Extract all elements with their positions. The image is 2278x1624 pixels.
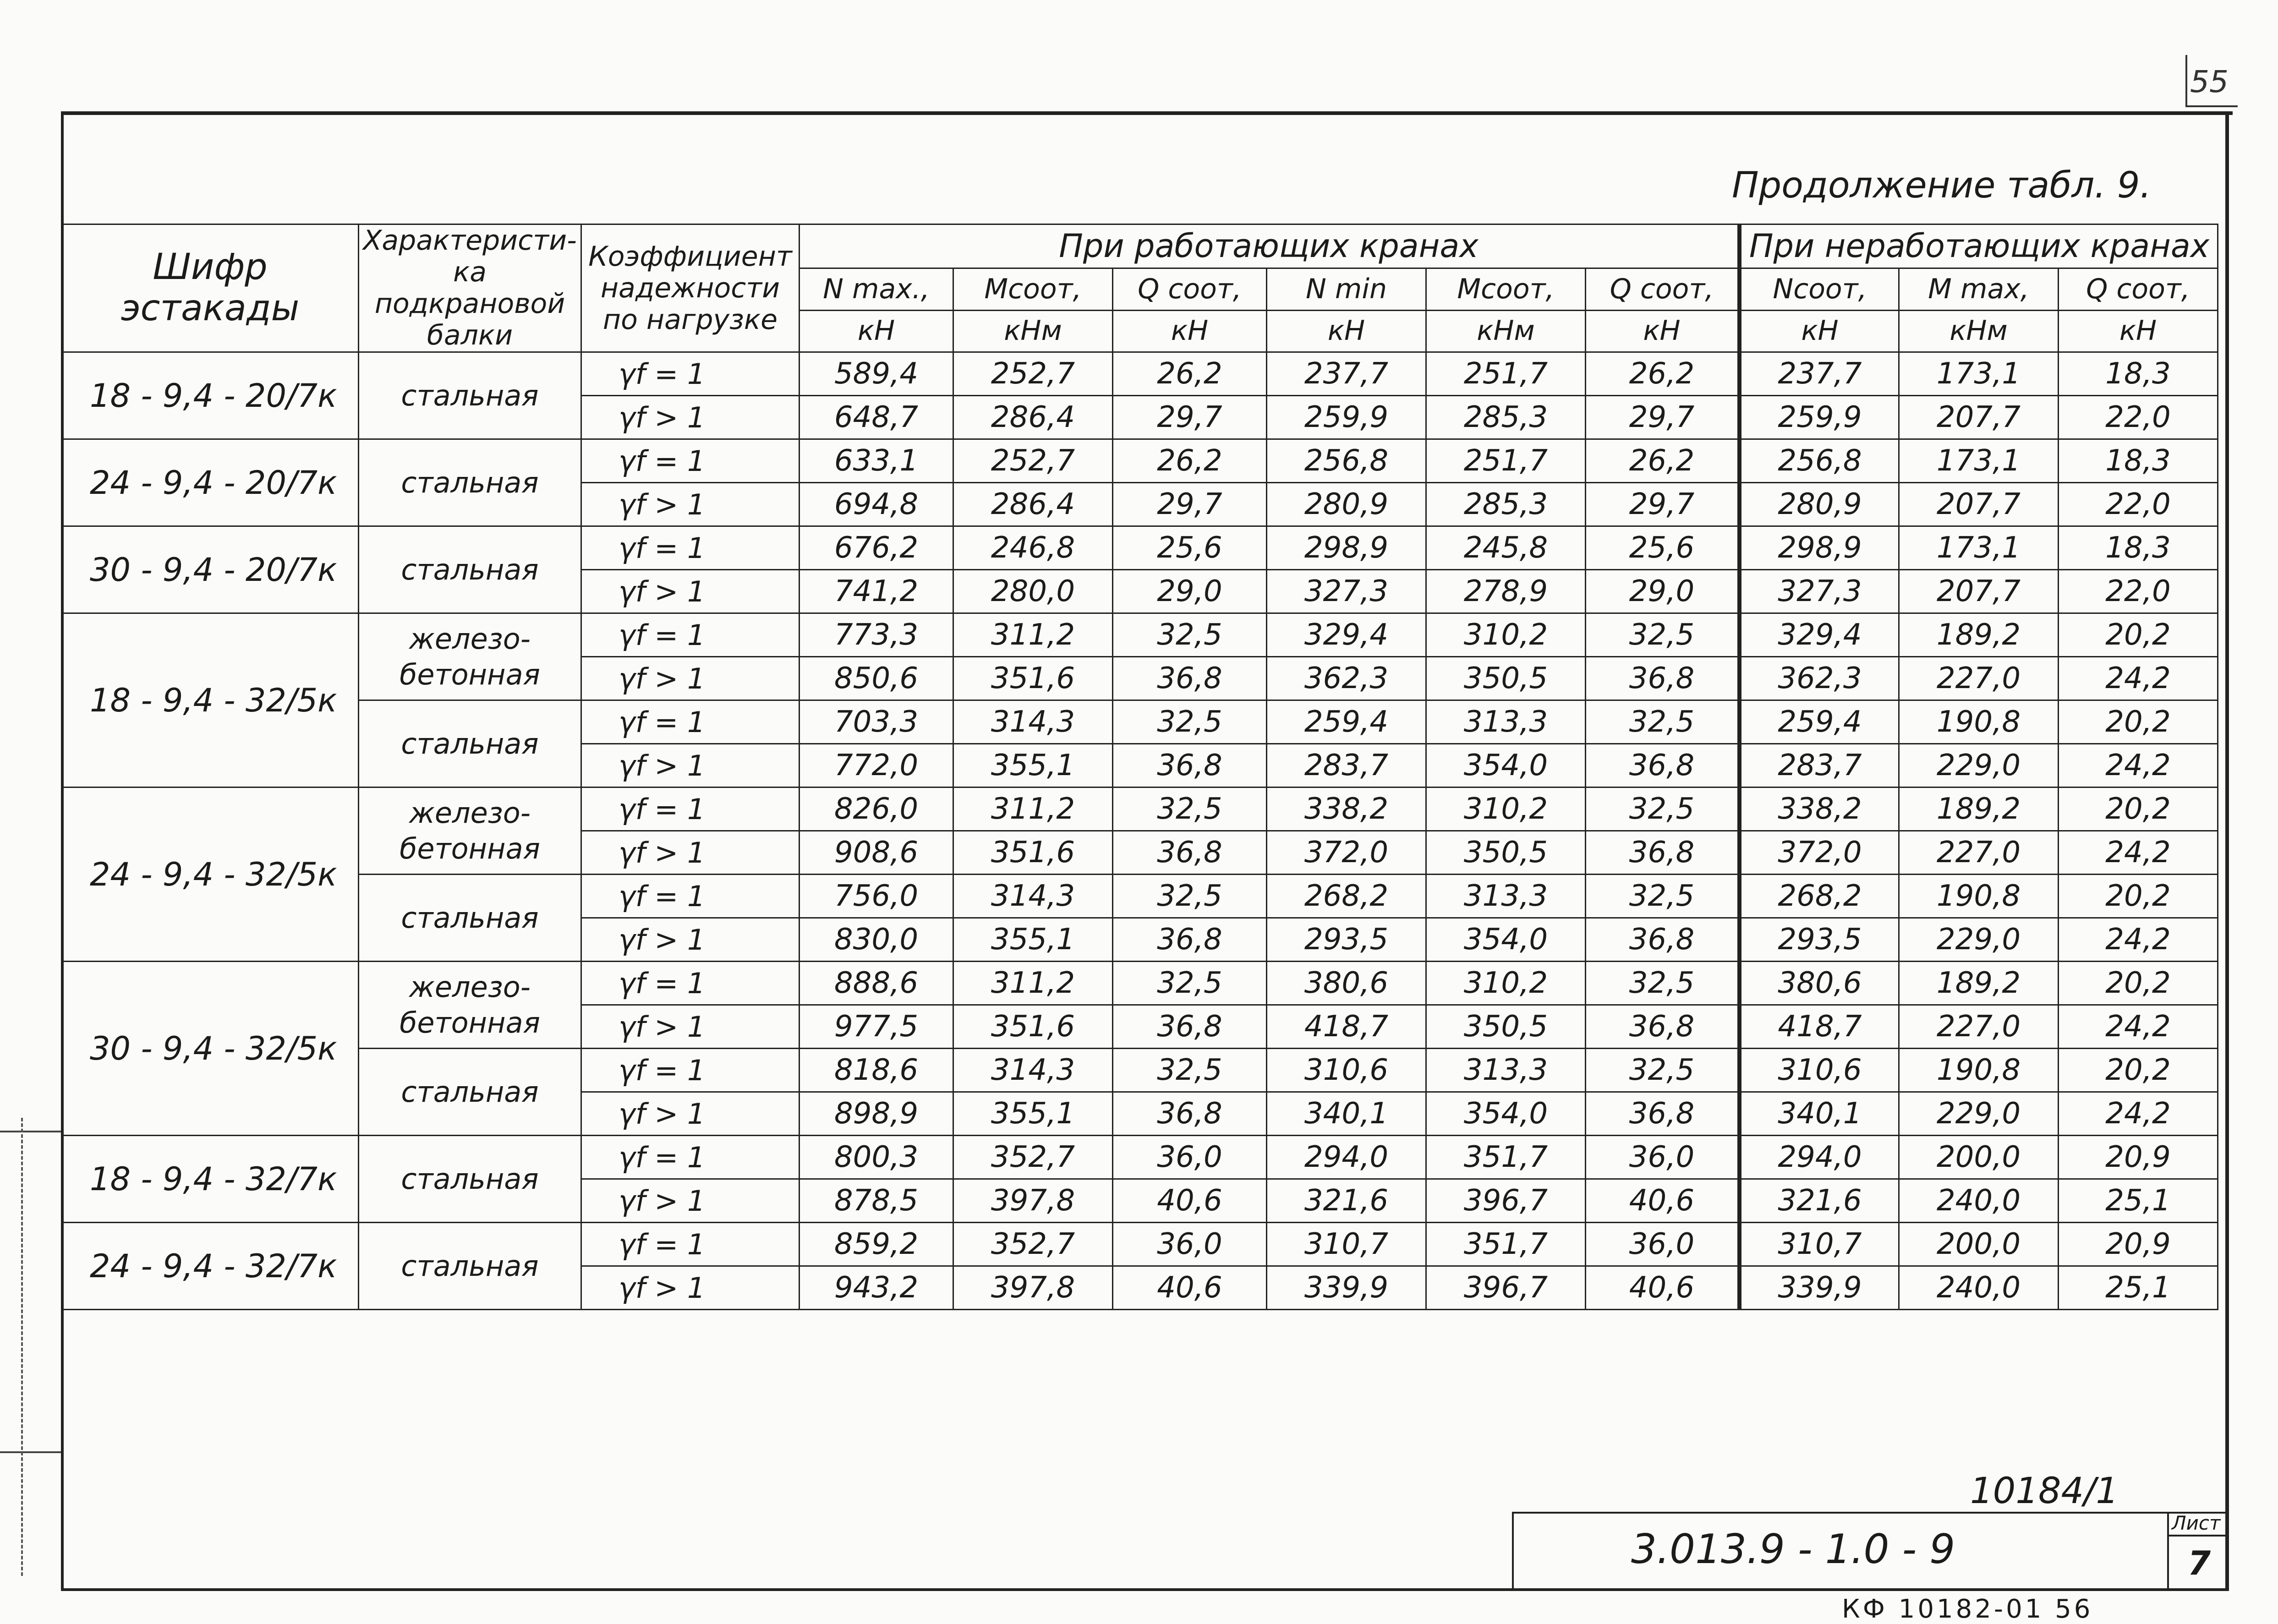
- subheader-unit: кНм: [1899, 310, 2059, 352]
- table-cell: 256,8: [1740, 439, 1899, 483]
- table-cell: 310,6: [1267, 1049, 1426, 1092]
- table-cell: 285,3: [1426, 483, 1586, 526]
- table-cell: 268,2: [1267, 875, 1426, 918]
- row-coefficient: γf = 1: [581, 526, 799, 570]
- row-beam-characteristic: стальная: [359, 1136, 581, 1223]
- table-cell: 227,0: [1899, 1005, 2059, 1049]
- header-characteristic: [359, 224, 581, 352]
- header-coefficient: [581, 224, 799, 352]
- row-coefficient: γf = 1: [581, 787, 799, 831]
- stamp-border: [1512, 1512, 1514, 1590]
- subheader-unit: кНм: [953, 310, 1113, 352]
- table-cell: 259,4: [1267, 700, 1426, 744]
- table-cell: 32,5: [1113, 700, 1267, 744]
- table-cell: 36,8: [1113, 1005, 1267, 1049]
- table-cell: 26,2: [1586, 439, 1740, 483]
- table-cell: 26,2: [1586, 352, 1740, 396]
- table-cell: 280,9: [1267, 483, 1426, 526]
- table-cell: 24,2: [2059, 657, 2218, 700]
- table-cell: 878,5: [799, 1179, 953, 1223]
- row-coefficient: γf > 1: [581, 1266, 799, 1310]
- stamp-border: [2167, 1535, 2229, 1537]
- table-cell: 350,5: [1426, 657, 1586, 700]
- table-cell: 311,2: [953, 613, 1113, 657]
- table-row: [62, 787, 2218, 831]
- table-cell: 800,3: [799, 1136, 953, 1179]
- table-cell: 286,4: [953, 396, 1113, 439]
- table-cell: 703,3: [799, 700, 953, 744]
- header-coefficient-text: Коэффициент надежности по нагрузке: [588, 240, 792, 336]
- table-cell: 278,9: [1426, 570, 1586, 613]
- table-cell: 189,2: [1899, 787, 2059, 831]
- table-cell: 329,4: [1267, 613, 1426, 657]
- row-beam-characteristic: стальная: [359, 439, 581, 526]
- table-cell: 32,5: [1586, 1049, 1740, 1092]
- table-cell: 340,1: [1740, 1092, 1899, 1136]
- table-cell: 32,5: [1586, 962, 1740, 1005]
- table-cell: 310,7: [1740, 1223, 1899, 1266]
- table-cell: 633,1: [799, 439, 953, 483]
- row-coefficient: γf = 1: [581, 1223, 799, 1266]
- row-coefficient: γf > 1: [581, 1092, 799, 1136]
- subheader-unit: кНм: [1426, 310, 1586, 352]
- table-cell: 36,0: [1586, 1223, 1740, 1266]
- subheader-name: N max.,: [799, 268, 953, 310]
- row-coefficient: γf > 1: [581, 570, 799, 613]
- row-coefficient: γf = 1: [581, 1049, 799, 1092]
- row-beam-characteristic: стальная: [359, 875, 581, 962]
- table-cell: 20,2: [2059, 875, 2218, 918]
- table-cell: 200,0: [1899, 1136, 2059, 1179]
- row-beam-characteristic: стальная: [359, 1049, 581, 1136]
- page-number: 55: [2190, 64, 2229, 99]
- table-cell: 397,8: [953, 1266, 1113, 1310]
- table-cell: 977,5: [799, 1005, 953, 1049]
- frame-bottom-border: [61, 1588, 2229, 1591]
- table-cell: 18,3: [2059, 439, 2218, 483]
- table-cell: 237,7: [1740, 352, 1899, 396]
- table-cell: 351,6: [953, 1005, 1113, 1049]
- subheader-name: N min: [1267, 268, 1426, 310]
- table-header: [62, 224, 2218, 352]
- table-cell: 313,3: [1426, 700, 1586, 744]
- table-cell: 20,2: [2059, 787, 2218, 831]
- table-cell: 240,0: [1899, 1266, 2059, 1310]
- table-cell: 36,0: [1586, 1136, 1740, 1179]
- table-cell: 252,7: [953, 352, 1113, 396]
- table-cell: 355,1: [953, 744, 1113, 787]
- row-shifr: 18 - 9,4 - 32/7к: [62, 1136, 359, 1223]
- table-cell: 694,8: [799, 483, 953, 526]
- table-cell: 24,2: [2059, 1092, 2218, 1136]
- table-cell: 20,2: [2059, 700, 2218, 744]
- row-coefficient: γf = 1: [581, 875, 799, 918]
- table-cell: 313,3: [1426, 1049, 1586, 1092]
- row-coefficient: γf > 1: [581, 1179, 799, 1223]
- table-cell: 355,1: [953, 1092, 1113, 1136]
- table-cell: 20,9: [2059, 1223, 2218, 1266]
- table-cell: 25,6: [1113, 526, 1267, 570]
- table-body: [62, 352, 2218, 1310]
- table-row: [62, 613, 2218, 657]
- table-cell: 240,0: [1899, 1179, 2059, 1223]
- table-cell: 310,2: [1426, 962, 1586, 1005]
- table-cell: 189,2: [1899, 962, 2059, 1005]
- table-cell: 850,6: [799, 657, 953, 700]
- table-cell: 310,7: [1267, 1223, 1426, 1266]
- table-cell: 40,6: [1113, 1266, 1267, 1310]
- table-cell: 18,3: [2059, 352, 2218, 396]
- header-idle-cranes: При неработающих кранах: [1740, 224, 2218, 268]
- table-row: [62, 875, 2218, 918]
- row-coefficient: γf = 1: [581, 613, 799, 657]
- row-coefficient: γf > 1: [581, 918, 799, 962]
- row-coefficient: γf = 1: [581, 700, 799, 744]
- table-cell: 29,0: [1586, 570, 1740, 613]
- table-row: [62, 352, 2218, 396]
- table-cell: 36,8: [1586, 918, 1740, 962]
- row-coefficient: γf > 1: [581, 657, 799, 700]
- table-cell: 24,2: [2059, 918, 2218, 962]
- table-cell: 256,8: [1267, 439, 1426, 483]
- table-cell: 32,5: [1113, 962, 1267, 1005]
- table-cell: 200,0: [1899, 1223, 2059, 1266]
- table-cell: 268,2: [1740, 875, 1899, 918]
- table-cell: 314,3: [953, 700, 1113, 744]
- subheader-unit: кН: [2059, 310, 2218, 352]
- table-cell: 859,2: [799, 1223, 953, 1266]
- row-coefficient: γf = 1: [581, 352, 799, 396]
- table-row: [62, 700, 2218, 744]
- row-shifr: 24 - 9,4 - 32/7к: [62, 1223, 359, 1310]
- table-cell: 351,7: [1426, 1136, 1586, 1179]
- table-cell: 339,9: [1267, 1266, 1426, 1310]
- table-cell: 908,6: [799, 831, 953, 875]
- table-cell: 354,0: [1426, 1092, 1586, 1136]
- table-cell: 259,4: [1740, 700, 1899, 744]
- table-cell: 352,7: [953, 1223, 1113, 1266]
- table-cell: 32,5: [1113, 875, 1267, 918]
- table-cell: 293,5: [1267, 918, 1426, 962]
- table-cell: 24,2: [2059, 831, 2218, 875]
- table-cell: 772,0: [799, 744, 953, 787]
- table-cell: 350,5: [1426, 1005, 1586, 1049]
- table-cell: 32,5: [1113, 1049, 1267, 1092]
- table-cell: 327,3: [1267, 570, 1426, 613]
- table-cell: 36,8: [1113, 1092, 1267, 1136]
- table-cell: 173,1: [1899, 439, 2059, 483]
- row-beam-characteristic: железо-бетонная: [359, 613, 581, 700]
- table-cell: 310,2: [1426, 613, 1586, 657]
- header-working-cranes: При работающих кранах: [799, 224, 1740, 268]
- subheader-unit: кН: [1267, 310, 1426, 352]
- table-cell: 340,1: [1267, 1092, 1426, 1136]
- table-cell: 207,7: [1899, 570, 2059, 613]
- table-cell: 418,7: [1740, 1005, 1899, 1049]
- table-cell: 294,0: [1740, 1136, 1899, 1179]
- subheader-name: Mсоот,: [1426, 268, 1586, 310]
- table-cell: 29,7: [1586, 483, 1740, 526]
- row-beam-characteristic: стальная: [359, 526, 581, 613]
- table-cell: 252,7: [953, 439, 1113, 483]
- table-cell: 24,2: [2059, 1005, 2218, 1049]
- table-cell: 40,6: [1586, 1179, 1740, 1223]
- row-shifr: 30 - 9,4 - 20/7к: [62, 526, 359, 613]
- subheader-name: M max,: [1899, 268, 2059, 310]
- frame-right-border: [2225, 111, 2229, 1591]
- table-cell: 36,8: [1586, 1005, 1740, 1049]
- table-cell: 36,8: [1113, 918, 1267, 962]
- table-cell: 380,6: [1267, 962, 1426, 1005]
- row-shifr: 24 - 9,4 - 20/7к: [62, 439, 359, 526]
- sheet-label: Лист: [2172, 1512, 2221, 1534]
- table-row: [62, 1223, 2218, 1266]
- table-cell: 190,8: [1899, 700, 2059, 744]
- row-beam-characteristic: железо-бетонная: [359, 962, 581, 1049]
- header-characteristic-text: Характеристи-ка подкрановой балки: [363, 224, 577, 351]
- row-shifr: 18 - 9,4 - 20/7к: [62, 352, 359, 439]
- table-cell: 26,2: [1113, 439, 1267, 483]
- table-cell: 227,0: [1899, 657, 2059, 700]
- table-row: [62, 439, 2218, 483]
- subheader-name: Q соот,: [1586, 268, 1740, 310]
- table-cell: 321,6: [1267, 1179, 1426, 1223]
- table-cell: 396,7: [1426, 1266, 1586, 1310]
- header-shifr-text: Шифр эстакады: [120, 246, 300, 329]
- table-row: [62, 962, 2218, 1005]
- margin-dashed-line: [21, 1118, 25, 1576]
- table-cell: 351,6: [953, 657, 1113, 700]
- subheader-unit: кН: [1113, 310, 1267, 352]
- subheader-unit: кН: [1586, 310, 1740, 352]
- table-cell: 418,7: [1267, 1005, 1426, 1049]
- table-cell: 311,2: [953, 787, 1113, 831]
- table-cell: 24,2: [2059, 744, 2218, 787]
- row-coefficient: γf > 1: [581, 396, 799, 439]
- table-cell: 36,8: [1586, 744, 1740, 787]
- table-cell: 676,2: [799, 526, 953, 570]
- table-cell: 313,3: [1426, 875, 1586, 918]
- table-cell: 29,7: [1113, 396, 1267, 439]
- table-cell: 207,7: [1899, 483, 2059, 526]
- table-cell: 286,4: [953, 483, 1113, 526]
- table-cell: 259,9: [1740, 396, 1899, 439]
- table-cell: 20,2: [2059, 1049, 2218, 1092]
- table-cell: 36,8: [1113, 744, 1267, 787]
- table-cell: 310,2: [1426, 787, 1586, 831]
- table-row: [62, 1136, 2218, 1179]
- table-cell: 372,0: [1740, 831, 1899, 875]
- table-cell: 20,2: [2059, 962, 2218, 1005]
- row-beam-characteristic: железо-бетонная: [359, 787, 581, 875]
- table-cell: 227,0: [1899, 831, 2059, 875]
- handwritten-note: 10184/1: [1970, 1471, 2119, 1512]
- table-cell: 372,0: [1267, 831, 1426, 875]
- table-cell: 898,9: [799, 1092, 953, 1136]
- table-cell: 26,2: [1113, 352, 1267, 396]
- table-cell: 283,7: [1740, 744, 1899, 787]
- table-cell: 36,8: [1113, 831, 1267, 875]
- table-cell: 32,5: [1586, 613, 1740, 657]
- table-cell: 36,8: [1586, 831, 1740, 875]
- table-cell: 773,3: [799, 613, 953, 657]
- table-cell: 190,8: [1899, 1049, 2059, 1092]
- table-cell: 380,6: [1740, 962, 1899, 1005]
- table-cell: 207,7: [1899, 396, 2059, 439]
- stamp-border: [1512, 1512, 2229, 1514]
- row-shifr: 30 - 9,4 - 32/5к: [62, 962, 359, 1136]
- stamp-border: [2167, 1512, 2169, 1590]
- table-cell: 29,0: [1113, 570, 1267, 613]
- table-cell: 237,7: [1267, 352, 1426, 396]
- row-coefficient: γf > 1: [581, 831, 799, 875]
- table-cell: 362,3: [1740, 657, 1899, 700]
- table-cell: 246,8: [953, 526, 1113, 570]
- subheader-name: Q соот,: [1113, 268, 1267, 310]
- subheader-name: Q соот,: [2059, 268, 2218, 310]
- table-cell: 350,5: [1426, 831, 1586, 875]
- margin-tick: [0, 1131, 61, 1132]
- table-cell: 22,0: [2059, 570, 2218, 613]
- table-cell: 20,9: [2059, 1136, 2218, 1179]
- table-cell: 229,0: [1899, 1092, 2059, 1136]
- table-cell: 251,7: [1426, 352, 1586, 396]
- table-cell: 36,8: [1586, 1092, 1740, 1136]
- table-cell: 22,0: [2059, 483, 2218, 526]
- table-cell: 756,0: [799, 875, 953, 918]
- table-cell: 339,9: [1740, 1266, 1899, 1310]
- table-cell: 741,2: [799, 570, 953, 613]
- row-coefficient: γf > 1: [581, 744, 799, 787]
- table-cell: 314,3: [953, 1049, 1113, 1092]
- row-coefficient: γf = 1: [581, 1136, 799, 1179]
- table-cell: 327,3: [1740, 570, 1899, 613]
- table-cell: 173,1: [1899, 526, 2059, 570]
- table-cell: 338,2: [1740, 787, 1899, 831]
- table-cell: 25,1: [2059, 1179, 2218, 1223]
- table-cell: 285,3: [1426, 396, 1586, 439]
- table-cell: 351,7: [1426, 1223, 1586, 1266]
- subheader-name: Mсоот,: [953, 268, 1113, 310]
- table-cell: 396,7: [1426, 1179, 1586, 1223]
- table-cell: 229,0: [1899, 744, 2059, 787]
- row-beam-characteristic: стальная: [359, 352, 581, 439]
- table-cell: 826,0: [799, 787, 953, 831]
- row-shifr: 24 - 9,4 - 32/5к: [62, 787, 359, 962]
- table-cell: 18,3: [2059, 526, 2218, 570]
- row-coefficient: γf = 1: [581, 439, 799, 483]
- table-cell: 355,1: [953, 918, 1113, 962]
- frame-top-border: [61, 111, 2233, 115]
- table-cell: 173,1: [1899, 352, 2059, 396]
- row-beam-characteristic: стальная: [359, 1223, 581, 1310]
- table-row: [62, 1049, 2218, 1092]
- table-cell: 36,8: [1113, 657, 1267, 700]
- table-cell: 36,8: [1586, 657, 1740, 700]
- row-shifr: 18 - 9,4 - 32/5к: [62, 613, 359, 787]
- table-cell: 311,2: [953, 962, 1113, 1005]
- sheet-number: 7: [2188, 1544, 2211, 1582]
- row-coefficient: γf = 1: [581, 962, 799, 1005]
- table-cell: 189,2: [1899, 613, 2059, 657]
- margin-tick: [0, 1451, 61, 1453]
- table-cell: 589,4: [799, 352, 953, 396]
- table-cell: 32,5: [1586, 875, 1740, 918]
- table-cell: 314,3: [953, 875, 1113, 918]
- table-cell: 22,0: [2059, 396, 2218, 439]
- table-cell: 818,6: [799, 1049, 953, 1092]
- table-cell: 245,8: [1426, 526, 1586, 570]
- table-cell: 293,5: [1740, 918, 1899, 962]
- table-cell: 362,3: [1267, 657, 1426, 700]
- table-cell: 36,0: [1113, 1136, 1267, 1179]
- table-cell: 321,6: [1740, 1179, 1899, 1223]
- table-caption: Продолжение табл. 9.: [1732, 165, 2152, 206]
- table-cell: 25,6: [1586, 526, 1740, 570]
- table-cell: 280,9: [1740, 483, 1899, 526]
- table-cell: 259,9: [1267, 396, 1426, 439]
- table-cell: 354,0: [1426, 744, 1586, 787]
- table-cell: 36,0: [1113, 1223, 1267, 1266]
- table-cell: 943,2: [799, 1266, 953, 1310]
- table-cell: 888,6: [799, 962, 953, 1005]
- subheader-unit: кН: [799, 310, 953, 352]
- table-cell: 29,7: [1113, 483, 1267, 526]
- table-cell: 354,0: [1426, 918, 1586, 962]
- table-cell: 298,9: [1267, 526, 1426, 570]
- table-cell: 283,7: [1267, 744, 1426, 787]
- table-cell: 397,8: [953, 1179, 1113, 1223]
- table-cell: 40,6: [1586, 1266, 1740, 1310]
- table-row: [62, 526, 2218, 570]
- table-cell: 229,0: [1899, 918, 2059, 962]
- table-cell: 280,0: [953, 570, 1113, 613]
- archive-number: КФ 10182-01 56: [1842, 1594, 2093, 1624]
- subheader-unit: кН: [1740, 310, 1899, 352]
- table-cell: 20,2: [2059, 613, 2218, 657]
- row-coefficient: γf > 1: [581, 1005, 799, 1049]
- table-cell: 25,1: [2059, 1266, 2218, 1310]
- load-table: [61, 224, 2218, 1310]
- table-cell: 40,6: [1113, 1179, 1267, 1223]
- table-cell: 351,6: [953, 831, 1113, 875]
- table-cell: 338,2: [1267, 787, 1426, 831]
- table-cell: 190,8: [1899, 875, 2059, 918]
- document-code: 3.013.9 - 1.0 - 9: [1631, 1526, 1955, 1573]
- table-cell: 29,7: [1586, 396, 1740, 439]
- table-cell: 648,7: [799, 396, 953, 439]
- table-cell: 298,9: [1740, 526, 1899, 570]
- subheader-name: Nсоот,: [1740, 268, 1899, 310]
- table-cell: 294,0: [1267, 1136, 1426, 1179]
- table-cell: 352,7: [953, 1136, 1113, 1179]
- table-cell: 32,5: [1113, 787, 1267, 831]
- table-cell: 251,7: [1426, 439, 1586, 483]
- row-coefficient: γf > 1: [581, 483, 799, 526]
- table-cell: 32,5: [1113, 613, 1267, 657]
- table-cell: 32,5: [1586, 700, 1740, 744]
- table-cell: 32,5: [1586, 787, 1740, 831]
- table-cell: 830,0: [799, 918, 953, 962]
- header-shifr: [62, 224, 359, 352]
- table-cell: 310,6: [1740, 1049, 1899, 1092]
- row-beam-characteristic: стальная: [359, 700, 581, 787]
- table-cell: 329,4: [1740, 613, 1899, 657]
